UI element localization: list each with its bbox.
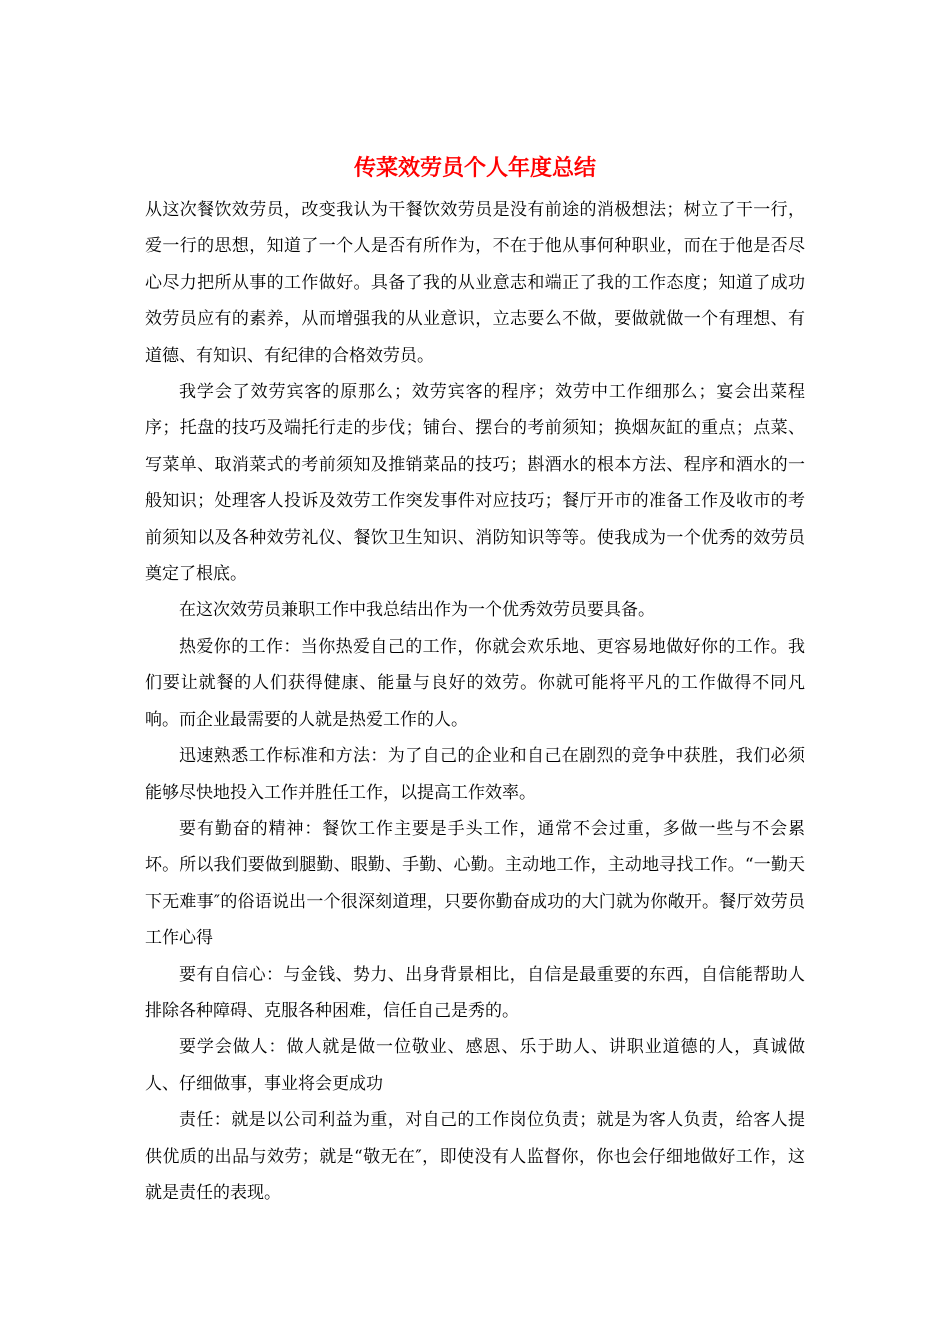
- document-title: 传菜效劳员个人年度总结: [353, 155, 596, 181]
- paragraph-summary: 在这次效劳员兼职工作中我总结出作为一个优秀效劳员要具备。: [179, 600, 655, 621]
- paragraph-conduct: 要学会做人：做人就是做一位敬业、感恩、乐于助人、讲职业道德的人，真诚做人、仔细做事，事业将会更成功: [145, 1037, 805, 1094]
- paragraph-standards: 迅速熟悉工作标准和方法：为了自己的企业和自己在剧烈的竞争中获胜，我们必须能够尽快地投入工作并胜任工作，以提高工作效率。: [145, 746, 805, 803]
- document-body: [145, 192, 805, 1211]
- paragraph-skills: 我学会了效劳宾客的原那么；效劳宾客的程序；效劳中工作细那么；宴会出菜程序；托盘的技巧及端托行走的步伐；铺台、摆台的考前须知；换烟灰缸的重点；点菜、写菜单、取消菜式的考前须知及推销菜品的技巧；斟酒水的根本方法、程序和酒水的一般知识；处理客人投诉及效劳工作突发事件对应技巧；餐厅开市的准备工作及收市的考前须知以及各种效劳礼仪、餐饮卫生知识、消防知识等等。使我成为一个优秀的效劳员奠定了根底。: [145, 382, 805, 585]
- paragraph-responsibility: 责任：就是以公司利益为重，对自己的工作岗位负责；就是为客人负责，给客人提供优质的出品与效劳；就是“敬无在″，即使没有人监督你，你也会仔细地做好工作，这就是责任的表现。: [145, 1110, 805, 1203]
- paragraph-confidence: 要有自信心：与金钱、势力、出身背景相比，自信是最重要的东西，自信能帮助人排除各种障碍、克服各种困难，信任自己是秀的。: [145, 964, 805, 1021]
- paragraph-diligence: 要有勤奋的精神：餐饮工作主要是手头工作，通常不会过重，多做一些与不会累坏。所以我们要做到腿勤、眼勤、手勤、心勤。主动地工作，主动地寻找工作。“一勤天下无难事″的俗语说出一个很深刻道理，只要你勤奋成功的大门就为你敞开。餐厅效劳员工作心得: [145, 818, 805, 949]
- paragraph-love-work: 热爱你的工作：当你热爱自己的工作，你就会欢乐地、更容易地做好你的工作。我们要让就餐的人们获得健康、能量与良好的效劳。你就可能将平凡的工作做得不同凡响。而企业最需要的人就是热爱工作的人。: [145, 636, 805, 730]
- paragraph-intro: 从这次餐饮效劳员，改变我认为干餐饮效劳员是没有前途的消极想法；树立了干一行，爱一行的思想，知道了一个人是否有所作为，不在于他从事何种职业，而在于他是否尽心尽力把所从事的工作做好。具备了我的从业意志和端正了我的工作态度；知道了成功效劳员应有的素养，从而增强我的从业意识，立志要么不做，要做就做一个有理想、有道德、有知识、有纪律的合格效劳员。: [145, 200, 805, 366]
